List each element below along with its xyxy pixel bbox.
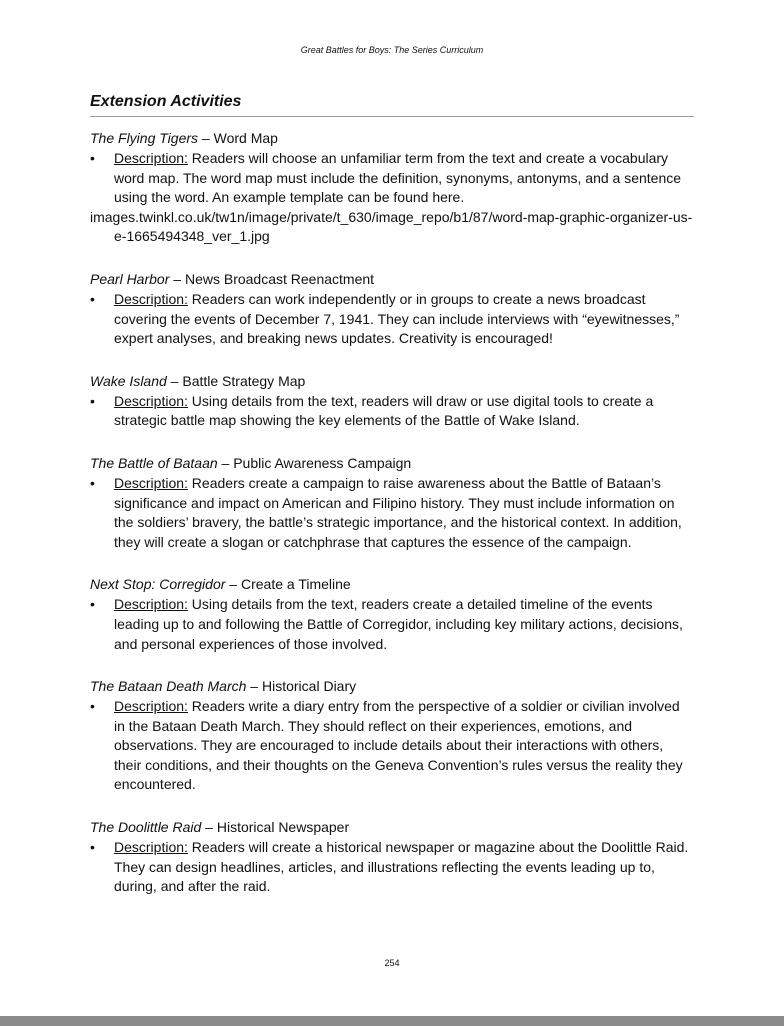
description-text: Readers will choose an unfamiliar term from the text and create a vocabulary word map. The word map must include the definition, synonyms, antonyms, and a sentence using the word. An example template can be found here. — [114, 150, 682, 206]
activity-wake-island — [90, 371, 694, 431]
activity-flying-tigers — [90, 128, 694, 247]
bullet: • — [90, 392, 95, 409]
activity-name: News Broadcast Reenactment — [184, 270, 375, 287]
description-text: Readers write a diary entry from the perspective of a soldier or civilian involved in the Bataan Death March. They should reflect on their experiences, emotions, and observations. They are encouraged to include details about their interactions with others, their conditions, and their thoughts on the Geneva Convention’s rules versus the reality they encountered. — [114, 698, 683, 793]
activity-doolittle-raid — [90, 817, 694, 897]
description-text: Using details from the text, readers create a detailed timeline of the events leading up to and following the Battle of Corregidor, including key military actions, decisions, and personal experiences of those involved. — [114, 596, 683, 652]
activity-title — [90, 817, 694, 837]
title-separator: – — [198, 130, 214, 146]
description-label: Description: — [114, 474, 188, 491]
activity-name: Battle Strategy Map — [182, 372, 306, 389]
page-number: 254 — [384, 958, 400, 968]
activity-title — [90, 128, 694, 148]
viewer-bottom-bar — [0, 1016, 784, 1026]
title-separator: – — [217, 454, 234, 471]
template-url: images.twinkl.co.uk/tw1n/image/private/t_630/image_repo/b1/87/word-map-graphic-organizer-us-e-1665494348_ver_1.jpg — [90, 208, 693, 245]
activity-description — [90, 838, 694, 897]
bullet: • — [90, 150, 95, 166]
description-text: Using details from the text, readers will draw or use digital tools to create a strategic battle map showing the key elements of the Battle of Wake Island. — [114, 392, 654, 429]
running-header: Great Battles for Boys: The Series Curriculum — [300, 45, 484, 55]
description-label: Description: — [114, 392, 188, 409]
description-label: Description: — [114, 290, 188, 307]
activity-title — [90, 371, 694, 391]
activity-title — [90, 574, 694, 594]
description-text: Readers will create a historical newspaper or magazine about the Doolittle Raid. They can design headlines, articles, and illustrations reflecting the events leading up to, during, and after the raid. — [114, 839, 689, 895]
activity-list — [90, 128, 694, 919]
title-separator: – — [201, 819, 217, 836]
activity-next-stop-corregidor — [90, 574, 694, 654]
book-title: The Flying Tigers — [90, 130, 199, 146]
title-separator: – — [225, 576, 241, 593]
book-title: Wake Island — [90, 372, 167, 389]
title-separator: – — [246, 678, 262, 695]
activity-description — [90, 697, 694, 795]
bullet: • — [90, 698, 95, 715]
activity-name: Word Map — [213, 130, 278, 146]
activity-description — [90, 595, 694, 654]
activity-description — [90, 474, 694, 552]
book-title: The Bataan Death March — [90, 678, 247, 695]
bullet: • — [90, 596, 95, 613]
bullet: • — [90, 290, 95, 307]
description-text: Readers can work independently or in groups to create a news broadcast covering the events of December 7, 1941. They can include interviews with “eyewitnesses,” expert analyses, and breaking news updates. Creativity is encouraged! — [114, 290, 680, 347]
bullet: • — [90, 474, 95, 491]
description-label: Description: — [114, 698, 188, 715]
activity-description — [90, 149, 694, 208]
bullet: • — [90, 839, 95, 856]
description-label: Description: — [114, 839, 188, 856]
activity-pearl-harbor — [90, 269, 694, 349]
section-heading: Extension Activities — [90, 92, 694, 117]
activity-title — [90, 676, 694, 696]
activity-name: Create a Timeline — [240, 576, 351, 593]
book-title: The Battle of Bataan — [90, 454, 218, 471]
activity-title — [90, 453, 694, 473]
title-separator: – — [169, 270, 185, 287]
description-label: Description: — [114, 596, 188, 613]
activity-title — [90, 269, 694, 289]
book-title: Next Stop: Corregidor — [90, 576, 226, 593]
activity-name: Historical Newspaper — [216, 819, 350, 836]
book-title: The Doolittle Raid — [90, 819, 202, 836]
activity-battle-of-bataan — [90, 453, 694, 552]
activity-bataan-death-march — [90, 676, 694, 795]
book-title: Pearl Harbor — [90, 270, 170, 287]
title-separator: – — [166, 372, 183, 389]
activity-name: Historical Diary — [262, 678, 357, 695]
activity-description — [90, 392, 694, 431]
activity-name: Public Awareness Campaign — [233, 454, 412, 471]
description-label: Description: — [114, 150, 188, 166]
activity-description — [90, 290, 694, 349]
description-text: Readers create a campaign to raise awareness about the Battle of Bataan’s significance and impact on American and Filipino history. They must include information on the soldiers’ bravery, the battle’s strategic importance, and the historical context. In addition, they will create a slogan or catchphrase that captures the essence of the campaign. — [114, 474, 682, 550]
